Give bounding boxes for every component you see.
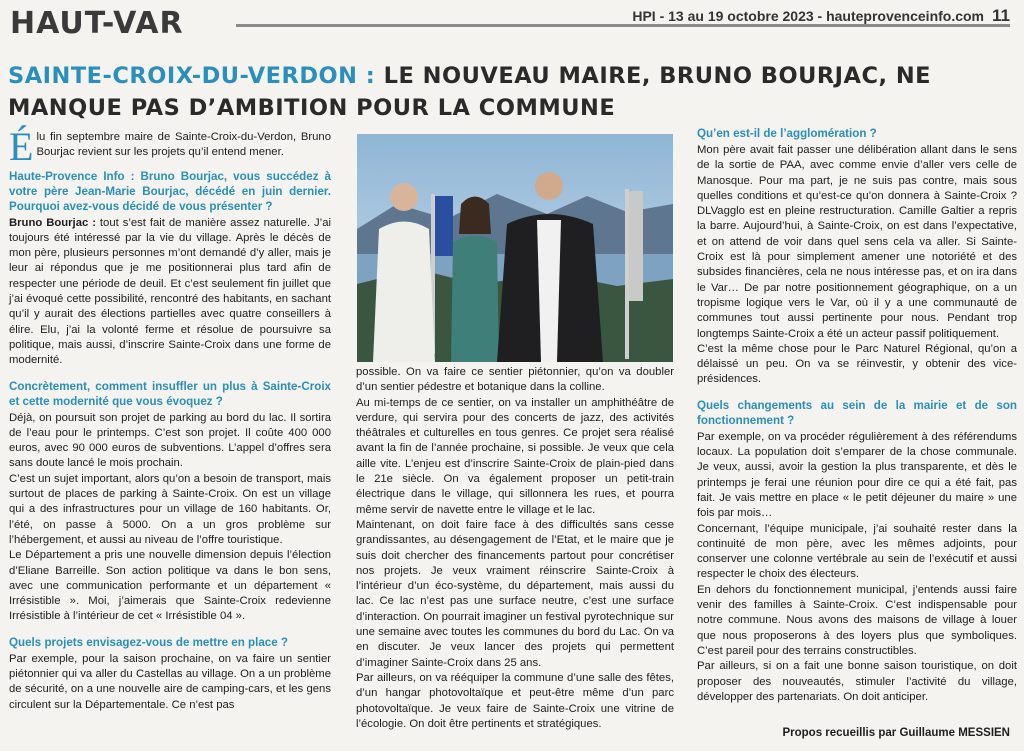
page-number: 11 — [992, 6, 1010, 25]
headline-title: LE NOUVEAU MAIRE, BRUNO BOURJAC, NE MANQUE PAS D’AMBITION POUR LA COMMUNE — [8, 63, 932, 121]
question-5: Quels changements au sein de la mairie et de son fonctionnement ? — [697, 398, 1017, 427]
answer-5-paragraph: Concernant, l’équipe municipale, j’ai souhaité rester dans la continuité de mon père, avec les mêmes adjoints, pour conserver une colonne vertébrale au sein de l’exécutif et aussi respecter le choix des électeurs. — [697, 522, 1017, 581]
question-3: Quels projets envisagez-vous de mettre en place ? — [9, 635, 288, 649]
author-name: Guillaume MESSIEN — [899, 727, 1010, 739]
answer-4-paragraph: C’est la même chose pour le Parc Naturel Régional, qu’on a délaissé un peu. On va se réinvestir, y obtenir des vice-présidences. — [697, 342, 1017, 386]
column-3 — [697, 126, 1017, 705]
answer-3: Par exemple, pour la saison prochaine, on va faire un sentier piétonnier qui va aller du Castellas au village. On a un problème de sécurité, on a une nouvelle aire de camping-cars, et les gens circulent sur la Départementale. Ce n’est pas — [9, 652, 331, 711]
answer-2-paragraph: Le Département a pris une nouvelle dimension depuis l’élection d’Eliane Barreille. Son action politique va dans le bon sens, avec une communication performante et un département « Irrésistible ». Moi, j’aimerais que Sainte-Croix redevienne Irrésistible à l’intérieur de cet « Irrésistible 04 ». — [9, 549, 331, 623]
body-paragraph: Par ailleurs, on va rééquiper la commune d’une salle des fêtes, d’un hangar photovoltaïque et peut-être même d’un parc photovoltaïque. Je veux faire de Sainte-Croix une vitrine de l’écologie. On doit être pertinents et stratégiques. — [356, 671, 674, 730]
column-2 — [356, 365, 674, 732]
question-2: Concrètement, comment insuffler un plus à Sainte-Croix et cette modernité que vous évoquez ? — [9, 379, 331, 408]
issue-date-site: HPI - 13 au 19 octobre 2023 - hauteprovenceinfo.com — [632, 8, 985, 24]
headline-place: SAINTE-CROIX-DU-VERDON : — [8, 63, 376, 89]
body-paragraph: possible. On va faire ce sentier piétonnier, qu’on va doubler d’un sentier pédestre et botanique dans la colline. — [356, 366, 674, 394]
question-4: Qu’en est-il de l’agglomération ? — [697, 127, 877, 140]
byline — [782, 727, 1010, 739]
byline-prefix: Propos recueillis par — [782, 727, 897, 739]
answer-2-paragraph: Déjà, on poursuit son projet de parking au bord du lac. Il sortira de l’eau pour le printemps. C’est son projet. Il coûte 400 000 euros, avec 90 000 euros de subventions. L’appel d’offres sera sans doute lancé le mois prochain. — [9, 411, 331, 470]
answer-1: Bruno Bourjac : tout s’est fait de manière assez naturelle. J’ai toujours été intéressé par la vie du village. Après le décès de mon père, plusieurs personnes m’ont demandé d’y aller, mais je leur ai répondus que je me positionnerai plus tard afin de respecter une période de deuil. Et c’est seulement fin juillet que j’ai évoqué cette possibilité, rencontré des habitants, en sachant qu’il y aurait des élections partielles avec quatre conseillers à élire. Elu, j’ai la volonté ferme et résolue de poursuivre sa politique, mais aussi, d’inscrire Sainte-Croix dans une forme de modernité. — [9, 216, 331, 367]
drop-cap: É — [9, 124, 34, 169]
answer-5-paragraph: Par ailleurs, si on a fait une bonne saison touristique, on doit proposer des nouveautés, stimuler l’activité du village, développer des partenariats. On doit anticiper. — [697, 660, 1017, 703]
section-title: HAUT-VAR — [10, 6, 184, 41]
body-paragraph: Au mi-temps de ce sentier, on va installer un amphithéâtre de verdure, qui servira pour des concerts de jazz, des activités théâtrales et culturelles en tous genres. Ce projet sera réalisé avant la fin de l’année prochaine, si possible. Je veux que cela aille vite. L’enjeu est d’inscrire Sainte-Croix de plain-pied dans le 21e siècle. On va également proposer un petit-train électrique dans le village, qui sillonnera les rues, et pourra même servir de navette entre le village et le lac. — [356, 396, 674, 516]
answer-2-paragraph: C’est un sujet important, alors qu’on a besoin de transport, mais surtout de places de parking à Sainte-Croix. On est un village qui a des infrastructures pour un village de 160 habitants. Or, l’été, on passe à 5000. On a un gros problème sur l’hébergement, et aussi au niveau de l’offre touristique. — [9, 472, 331, 546]
issue-info — [632, 6, 1010, 26]
answer-5-paragraph: Par exemple, on va procéder régulièrement à des référendums locaux. La population doit s’emparer de la chose communale. Je veux, aussi, avoir la gestion la plus transparente, et dès le printemps je ferai une réunion pour dire ce qui a été fait, pas fait. Je vais mettre en place « le petit déjeuner du maire » une fois par mois… — [697, 430, 1017, 520]
answer-4-paragraph: Mon père avait fait passer une délibération allant dans le sens de la sortie de PAA, avec comme envie d’aller vers celle de Manosque. Pour ma part, je ne suis pas contre, mais sous quelles conditions et qu’est-ce qu’on donnera à Sainte-Croix ? DLVagglo est en pleine restructuration. Camille Galtier a repris la barre. Aujourd’hui, à Sainte-Croix, on est dans l’expectative, et on attend de voir dans quel sens cela va aller. Si Sainte-Croix est là pour simplement amener une notoriété et des subsides financières, cela ne nous intéresse pas, et on ira dans le Var… De par notre positionnement géographique, on a un tropisme logique vers le Var, où il y a une communauté de communes tout aussi pertinente pour nous. Pendant trop longtemps Sainte-Croix a été un acteur passif politiquement. — [697, 144, 1017, 340]
intro-paragraph: Élu fin septembre maire de Sainte-Croix-du-Verdon, Bruno Bourjac revient sur les projets qu’il entend mener. — [9, 124, 331, 169]
body-paragraph: Maintenant, on doit faire face à des difficultés sans cesse grandissantes, au désengagement de l’Etat, et le maire que je suis doit chercher des financements partout pour concrétiser nos projets. Je veux vraiment réinscrire Sainte-Croix à l’intérieur d’un éco-système, du département, mais aussi du lac. Ce lac n’est pas une surface neutre, c’est une surface d’interaction. On pourrait imaginer un festival pyrotechnique sur une semaine avec toutes les communes du bord du Lac. On va en discuter. Je veux lancer des projets qui permettent d’imaginer Sainte-Croix dans 25 ans. — [356, 518, 674, 669]
column-1 — [9, 124, 331, 713]
answer-5-paragraph: En dehors du fonctionnement municipal, j’entends aussi faire venir des familles à Sainte-Croix. C’est indispensable pour notre commune. Nous avons des maisons de village à louer que nous proposerons à des loyers plus que symboliques. C’est pareil pour des terrains constructibles. — [697, 583, 1017, 657]
question-1: Haute-Provence Info : Bruno Bourjac, vous succédez à votre père Jean-Marie Bourjac, décédé en juin dernier. Pourquoi avez-vous décidé de vous présenter ? — [9, 169, 331, 213]
article-headline — [8, 60, 1018, 124]
speaker-name: Bruno Bourjac : — [9, 216, 96, 229]
photo-illustration — [357, 134, 673, 362]
article-photo — [357, 134, 673, 362]
